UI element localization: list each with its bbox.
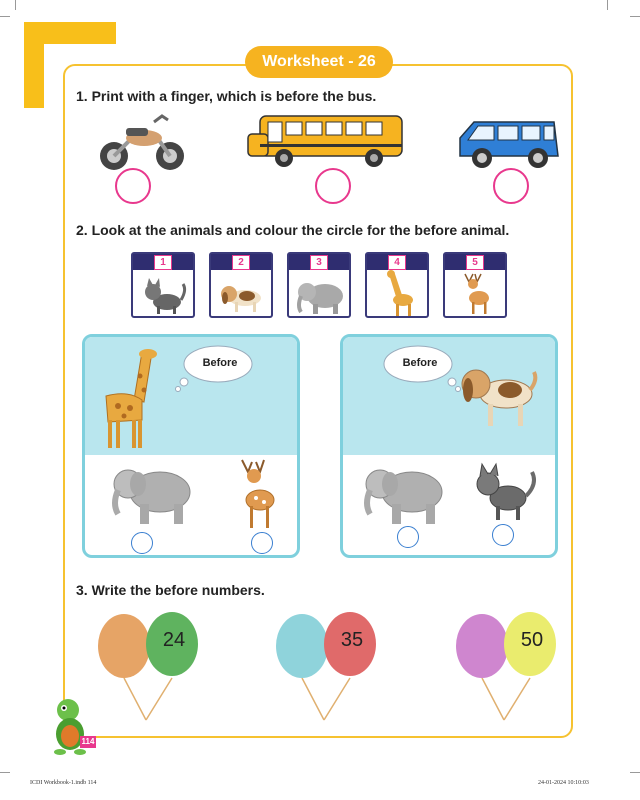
answer-circle-bus[interactable]	[315, 168, 351, 204]
cat-image	[474, 462, 540, 522]
question-1-text: 1. Print with a finger, which is before the bus.	[76, 88, 377, 104]
card-number: 3	[310, 255, 328, 270]
elephant-icon	[293, 272, 347, 316]
answer-circle-deer[interactable]	[251, 532, 273, 554]
before-label: Before	[202, 357, 238, 369]
elephant-image	[356, 460, 446, 530]
turtle-mascot-icon	[50, 696, 94, 758]
footer-timestamp: 24-01-2024 10:10:03	[538, 780, 589, 786]
giraffe-icon	[377, 270, 421, 318]
card-number: 4	[388, 255, 406, 270]
school-bus-image	[246, 112, 406, 170]
car-image	[456, 116, 562, 172]
animal-card-2	[209, 252, 273, 318]
balloon-number: 24	[162, 629, 186, 651]
before-label: Before	[402, 357, 438, 369]
dog-image	[456, 360, 538, 430]
balloon-pair-1	[94, 610, 204, 722]
question-2-text: 2. Look at the animals and colour the circle for the before animal.	[76, 222, 510, 238]
giraffe-image	[98, 346, 174, 452]
answer-circle-motorcycle[interactable]	[115, 168, 151, 204]
balloon-number: 35	[340, 629, 364, 651]
animal-card-1	[131, 252, 195, 318]
deer-image	[232, 456, 284, 532]
elephant-image	[104, 460, 194, 530]
footer-file-info: ICDI Workbook-1.indb 114	[30, 780, 97, 786]
cat-icon	[139, 272, 189, 316]
animal-card-5	[443, 252, 507, 318]
question-3-text: 3. Write the before numbers.	[76, 582, 265, 598]
balloon-number: 50	[520, 629, 544, 651]
card-number: 5	[466, 255, 484, 270]
balloon-pair-2	[272, 610, 382, 722]
page-number: 114	[81, 737, 95, 746]
answer-circle-car[interactable]	[493, 168, 529, 204]
animal-card-4	[365, 252, 429, 318]
motorcycle-image	[96, 112, 188, 172]
card-number: 1	[154, 255, 172, 270]
balloon-pair-3	[452, 610, 562, 722]
deer-icon	[455, 270, 499, 318]
animal-card-3	[287, 252, 351, 318]
answer-circle-cat[interactable]	[492, 524, 514, 546]
worksheet-title: Worksheet - 26	[245, 46, 393, 78]
answer-circle-elephant-left[interactable]	[131, 532, 153, 554]
dog-icon	[217, 272, 267, 316]
answer-circle-elephant-right[interactable]	[397, 526, 419, 548]
card-number: 2	[232, 255, 250, 270]
